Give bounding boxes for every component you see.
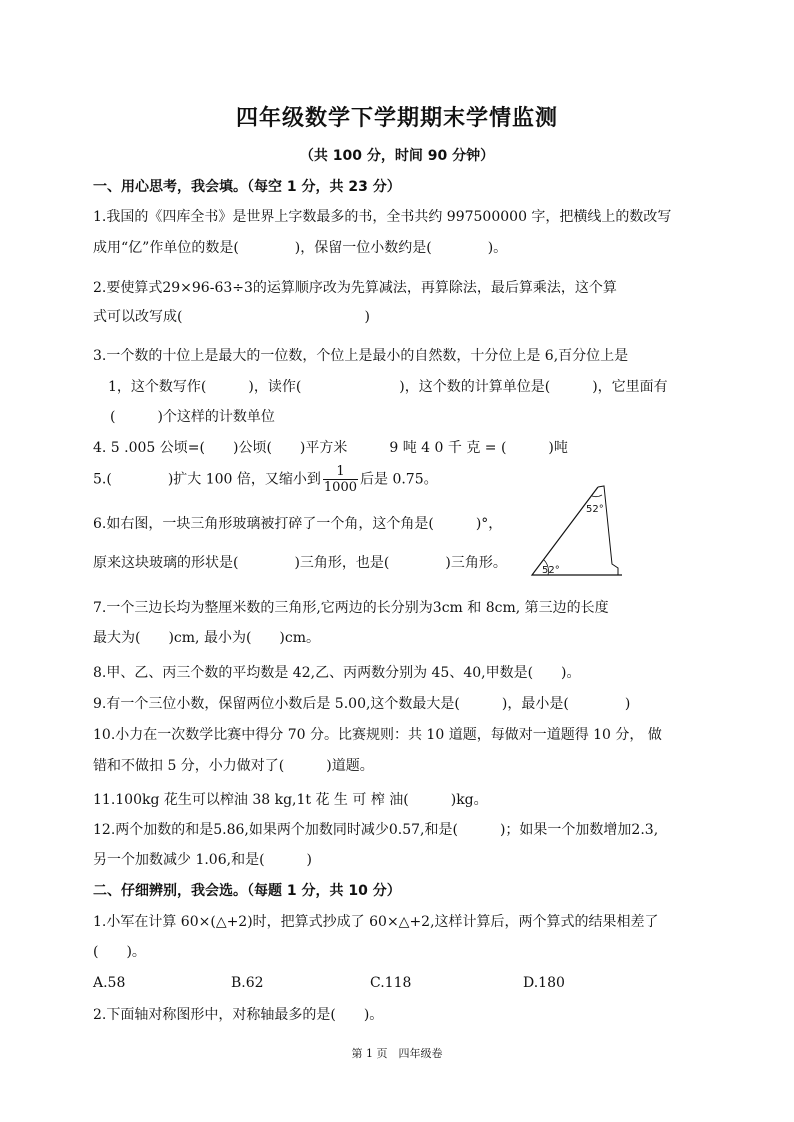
question-9: 9.有一个三位小数，保留两位小数后是 5.00,这个数最大是( )，最小是( ) <box>93 696 631 712</box>
top-angle-arc <box>592 495 602 497</box>
question-7-line-2: 最大为( )cm, 最小为( )cm。 <box>93 630 320 646</box>
question-4: 4. 5 .005 公顷=( )公顷( )平方米 9 吨 4 0 千 克 = ( )吨 <box>93 440 568 456</box>
choice-question-1-line-2: ( )。 <box>93 944 146 960</box>
choice-question-2: 2.下面轴对称图形中，对称轴最多的是( )。 <box>93 1007 384 1023</box>
question-5 <box>93 464 438 495</box>
broken-edge <box>598 486 618 575</box>
question-2-line-1: 2.要使算式29×96-63÷3的运算顺序改为先算减法，再算除法，最后算乘法，这个算 <box>93 280 617 296</box>
question-6-line-1: 6.如右图，一块三角形玻璃被打碎了一个角，这个角是( )°， <box>93 516 503 532</box>
question-12-line-1: 12.两个加数的和是5.86,如果两个加数同时减少0.57,和是( )；如果一个加数增加2.3, <box>93 822 659 838</box>
question-11: 11.100kg 花生可以榨油 38 kg,1t 花 生 可 榨 油( )kg。 <box>93 792 488 808</box>
question-8: 8.甲、乙、丙三个数的平均数是 42,乙、丙两数分别为 45、40,甲数是( )。 <box>93 665 581 681</box>
angle-label-top: 52° <box>586 504 604 515</box>
question-3-line-2: 1，这个数写作( )，读作( )，这个数的计算单位是( )，它里面有 <box>108 379 668 395</box>
question-3-line-3: ( )个这样的计数单位 <box>110 409 275 425</box>
page-footer: 第 1 页 四年级卷 <box>351 1047 443 1060</box>
fraction-numerator: 1 <box>323 464 358 480</box>
fraction-denominator: 1000 <box>323 480 357 495</box>
section-2-heading: 二、仔细辨别，我会选。（每题 1 分，共 10 分） <box>93 883 401 899</box>
exam-subtitle: （共 100 分，时间 90 分钟） <box>299 148 495 164</box>
question-3-line-1: 3.一个数的十位上是最大的一位数，个位上是最小的自然数，十分位上是 6,百分位上是 <box>93 348 629 364</box>
angle-label-left: 52° <box>542 565 560 576</box>
question-10-line-2: 错和不做扣 5 分，小力做对了( )道题。 <box>93 758 374 774</box>
choice-question-1-line-1: 1.小军在计算 60×(△+2)时，把算式抄成了 60×△+2,这样计算后，两个算式的结果相差了 <box>93 914 659 930</box>
exam-title: 四年级数学下学期期末学情监测 <box>235 106 558 131</box>
option-b: B.62 <box>231 975 264 991</box>
broken-triangle-figure <box>530 484 622 578</box>
option-d: D.180 <box>523 975 565 991</box>
question-12-line-2: 另一个加数减少 1.06,和是( ) <box>93 852 312 868</box>
question-5-text-before: 5.( )扩大 100 倍，又缩小到 <box>93 471 321 488</box>
question-6-line-2: 原来这块玻璃的形状是( )三角形，也是( )三角形。 <box>93 555 507 571</box>
question-5-text-after: 后是 0.75。 <box>360 471 438 488</box>
question-1-line-1: 1.我国的《四库全书》是世界上字数最多的书，全书共约 997500000 字，把横线上的数改写 <box>93 209 672 225</box>
option-a: A.58 <box>93 975 126 991</box>
option-c: C.118 <box>370 975 412 991</box>
question-1-line-2: 成用“亿”作单位的数是( )，保留一位小数约是( )。 <box>93 240 508 256</box>
fraction-1-over-1000 <box>323 464 358 495</box>
question-7-line-1: 7.一个三边长均为整厘米数的三角形,它两边的长分别为3cm 和 8cm, 第三边的长度 <box>93 600 609 616</box>
section-1-heading: 一、用心思考，我会填。（每空 1 分，共 23 分） <box>93 179 401 195</box>
question-10-line-1: 10.小力在一次数学比赛中得分 70 分。比赛规则：共 10 道题，每做对一道题得 10 分， 做 <box>93 727 662 743</box>
question-2-line-2: 式可以改写成( ) <box>93 309 370 325</box>
